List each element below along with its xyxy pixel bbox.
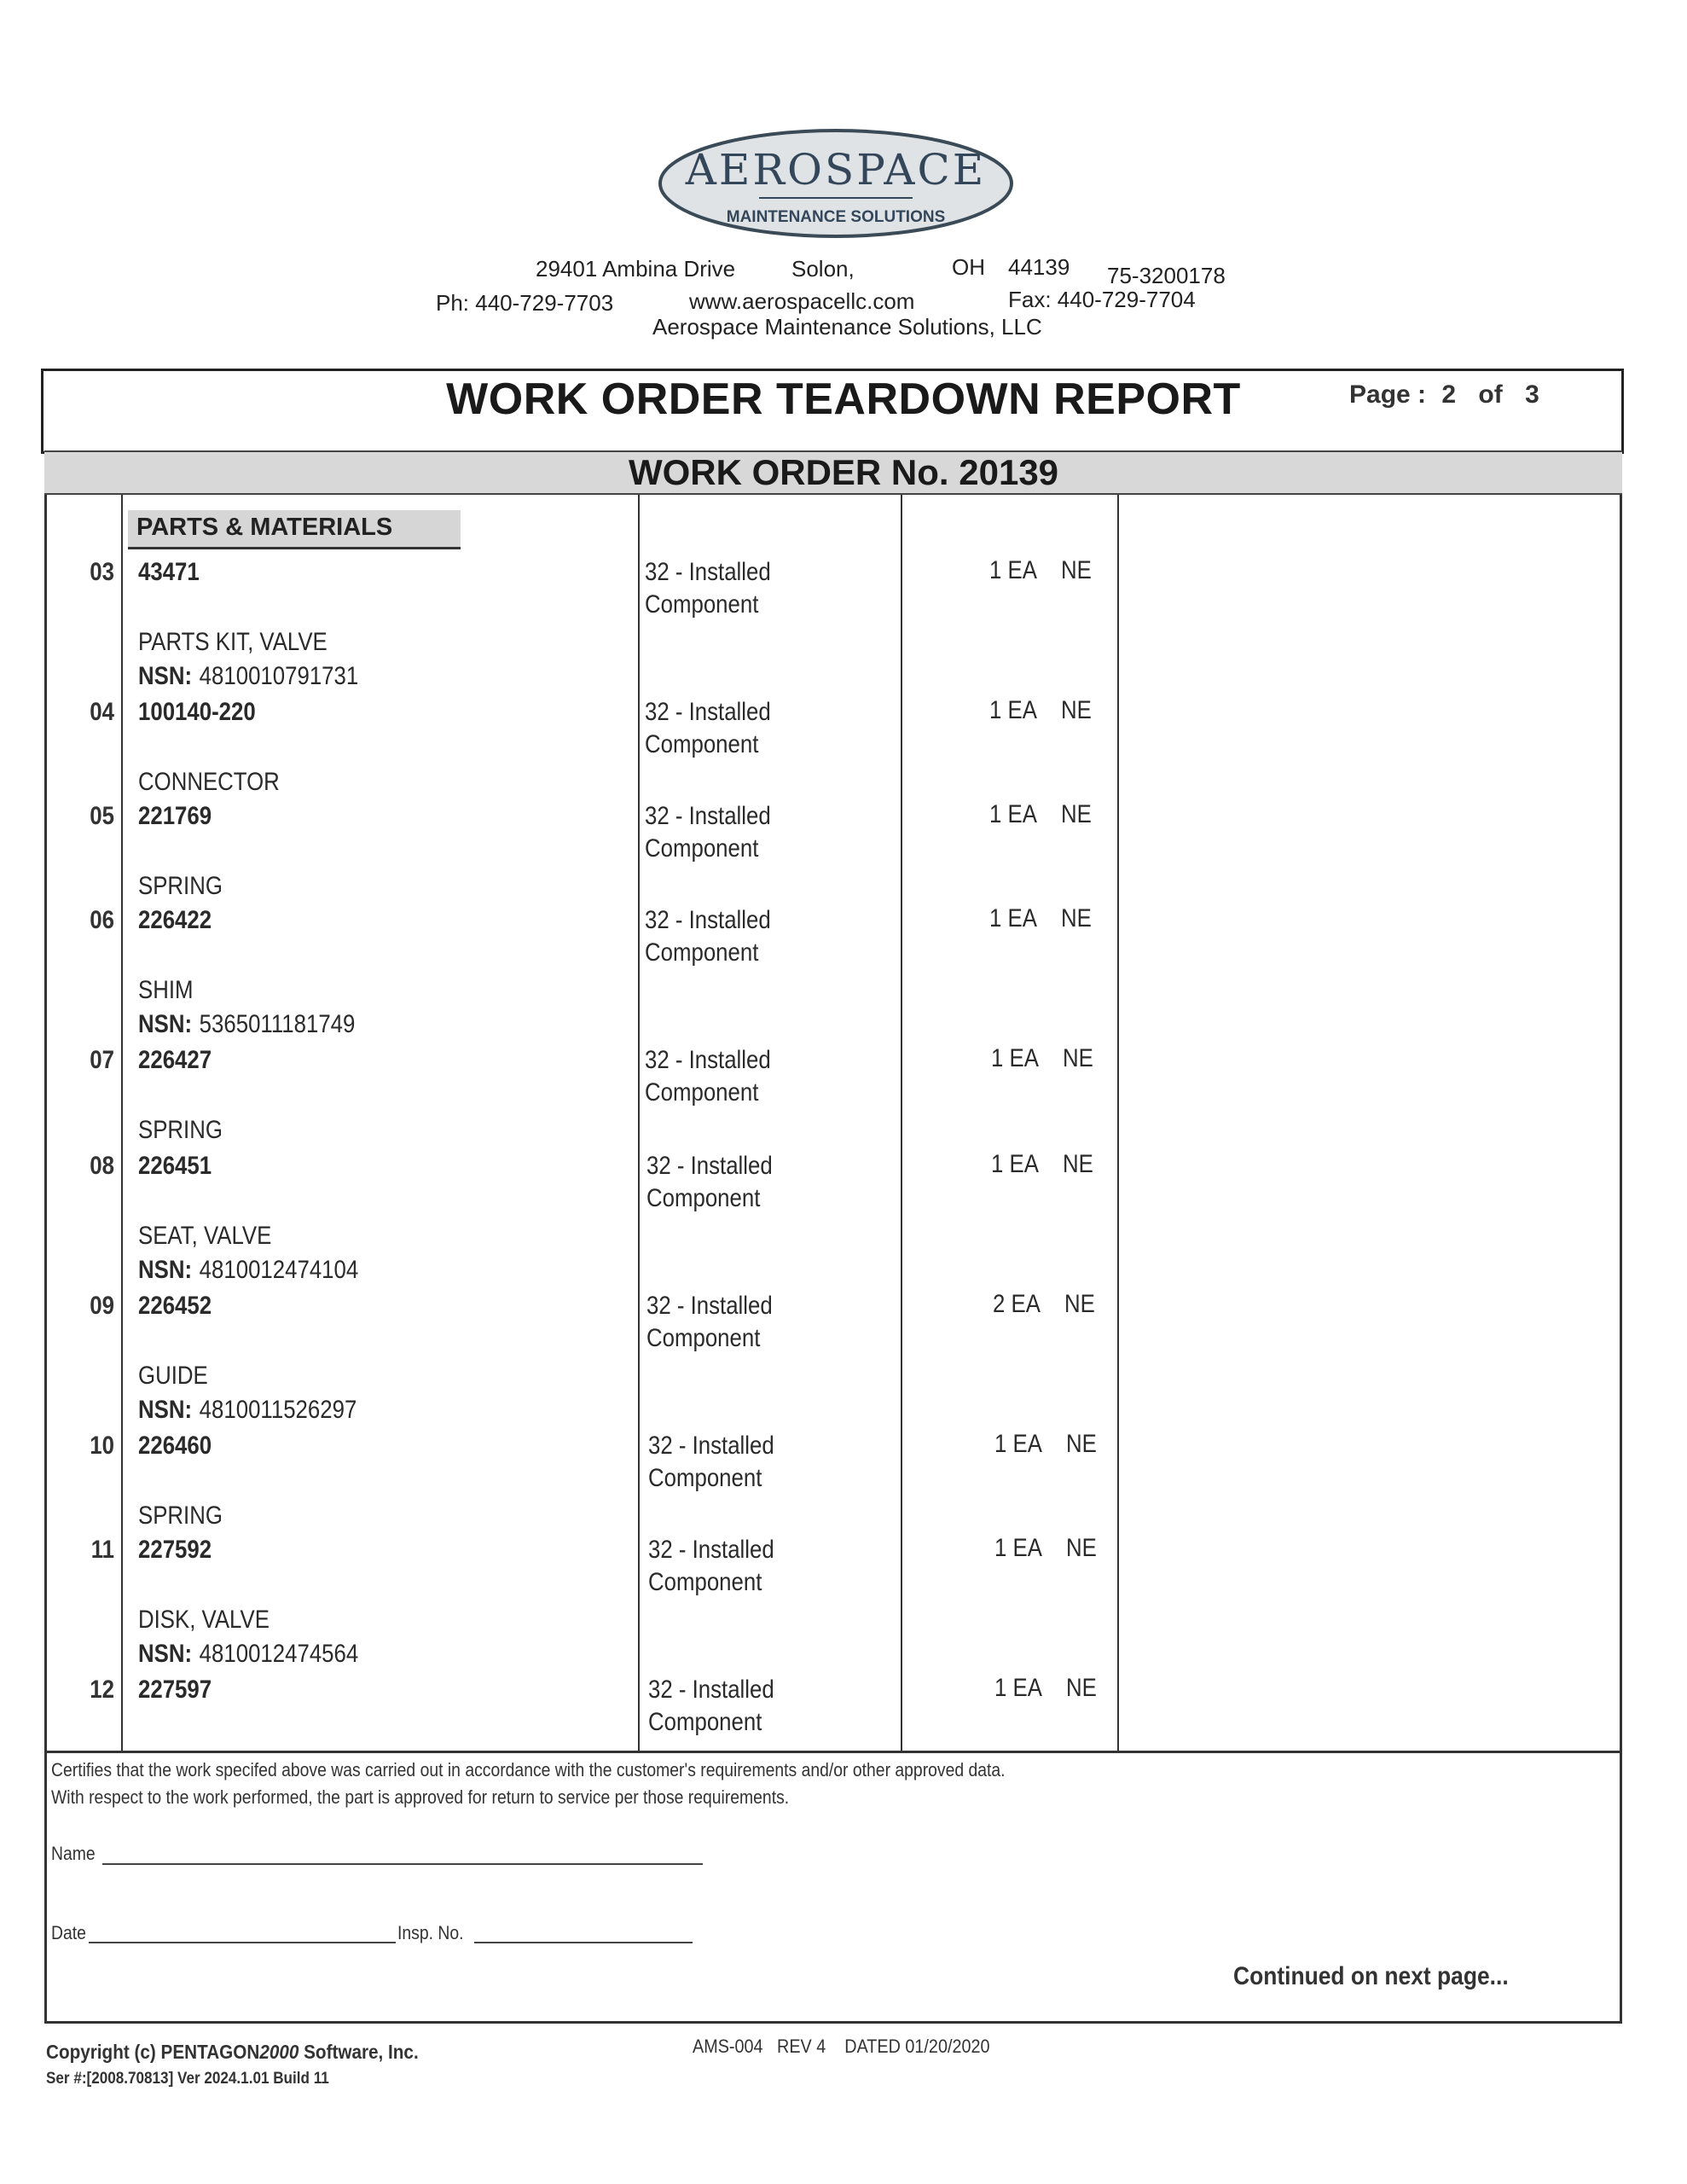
serial-number: Ser #:[2008.70813] Ver 2024.1.01 Build 11: [46, 2070, 329, 2088]
nsn-value: 4810010791731: [199, 662, 359, 690]
nsn-value: 4810012474104: [199, 1256, 359, 1284]
part-number: 226452: [138, 1292, 212, 1320]
nsn-label: NSN:: [138, 1010, 193, 1038]
condition-code: 32 - Installed: [646, 1292, 773, 1320]
continued-note: Continued on next page...: [1233, 1962, 1509, 1990]
nsn-value: 4810012474564: [199, 1640, 359, 1668]
nsn-label: NSN:: [138, 1640, 193, 1668]
part-description: SEAT, VALVE: [138, 1222, 272, 1250]
section-title: PARTS & MATERIALS: [128, 510, 461, 549]
condition-code: 32 - Installed: [648, 1432, 774, 1460]
part-number: 226422: [138, 906, 212, 934]
part-number: 227597: [138, 1676, 212, 1704]
part-number: 227592: [138, 1536, 212, 1564]
address-state: OH: [952, 254, 985, 280]
insp-no-label: Insp. No.: [397, 1922, 464, 1943]
page-indicator: [1349, 380, 1539, 410]
page-of: of: [1478, 380, 1503, 409]
part-number: 43471: [138, 558, 200, 586]
company-logo: [657, 126, 1015, 241]
line-number: 04: [90, 698, 114, 726]
name-label: Name: [51, 1843, 96, 1864]
name-signature-line[interactable]: [102, 1863, 703, 1865]
condition-tag: NE: [1061, 904, 1092, 932]
part-number: 100140-220: [138, 698, 256, 726]
address-street: 29401 Ambina Drive: [536, 256, 736, 282]
logo-subtitle: MAINTENANCE SOLUTIONS: [726, 208, 946, 226]
part-number: 226427: [138, 1046, 212, 1074]
condition-code: 32 - Installed: [645, 698, 771, 726]
line-number: 09: [90, 1292, 114, 1320]
quantity: 1 EA: [989, 556, 1037, 584]
condition-tag: NE: [1061, 556, 1092, 584]
part-description: SHIM: [138, 976, 194, 1004]
nsn: [138, 1256, 358, 1285]
certification-text-1: Certifies that the work specifed above was carried out in accordance with the customer's requirements and/or other approved data.: [51, 1759, 1006, 1780]
part-description: SPRING: [138, 872, 223, 900]
condition-code: 32 - Installed: [645, 802, 771, 830]
condition-tag: NE: [1063, 1150, 1093, 1178]
condition-code-detail: Component: [645, 730, 759, 758]
nsn-label: NSN:: [138, 1396, 193, 1424]
condition-code-detail: Component: [646, 1324, 761, 1352]
quantity: 1 EA: [991, 1044, 1039, 1072]
condition-code-detail: Component: [645, 590, 759, 619]
part-description: GUIDE: [138, 1362, 208, 1390]
condition-code-detail: Component: [645, 938, 759, 967]
column-divider: [121, 495, 123, 1752]
condition-code: 32 - Installed: [648, 1536, 774, 1564]
quantity: 1 EA: [994, 1674, 1042, 1702]
condition-code: 32 - Installed: [646, 1152, 773, 1180]
quantity: 2 EA: [993, 1290, 1041, 1318]
certification-text-2: With respect to the work performed, the part is approved for return to service per those requirements.: [51, 1786, 790, 1808]
quantity: 1 EA: [994, 1534, 1042, 1562]
address-zip: 44139: [1008, 254, 1070, 280]
quantity: 1 EA: [989, 800, 1037, 828]
website-link[interactable]: www.aerospacellc.com: [689, 288, 915, 314]
quantity: 1 EA: [991, 1150, 1039, 1178]
phone: Ph: 440-729-7703: [436, 290, 614, 316]
copyright-end: Software, Inc.: [299, 2041, 419, 2063]
condition-tag: NE: [1061, 696, 1092, 724]
nsn: [138, 1010, 355, 1039]
condition-tag: NE: [1066, 1430, 1097, 1458]
condition-tag: NE: [1061, 800, 1092, 828]
line-number: 12: [90, 1676, 114, 1704]
fax: Fax: 440-729-7704: [1008, 287, 1196, 312]
report-title: WORK ORDER TEARDOWN REPORT: [446, 375, 1241, 424]
part-number: 226460: [138, 1432, 212, 1460]
company-name: Aerospace Maintenance Solutions, LLC: [652, 314, 1042, 340]
line-number: 11: [90, 1536, 114, 1564]
column-divider: [638, 495, 640, 1752]
copyright: [46, 2041, 419, 2064]
condition-code: 32 - Installed: [645, 1046, 771, 1074]
page-label: Page :: [1349, 380, 1427, 409]
condition-code: 32 - Installed: [645, 906, 771, 934]
page-total: 3: [1525, 380, 1539, 409]
date-label: Date: [51, 1922, 86, 1943]
part-description: CONNECTOR: [138, 768, 280, 796]
part-number: 226451: [138, 1152, 212, 1180]
condition-tag: NE: [1066, 1534, 1097, 1562]
address-city: Solon,: [791, 256, 855, 282]
nsn: [138, 662, 358, 691]
nsn: [138, 1396, 357, 1425]
condition-code-detail: Component: [645, 1078, 759, 1107]
nsn-value: 4810011526297: [199, 1396, 357, 1424]
line-number: 07: [90, 1046, 114, 1074]
column-divider: [1117, 495, 1119, 1752]
condition-code-detail: Component: [645, 834, 759, 863]
line-number: 06: [90, 906, 114, 934]
part-description: SPRING: [138, 1502, 223, 1530]
part-number: 221769: [138, 802, 212, 830]
copyright-text: Copyright (c) PENTAGON: [46, 2041, 260, 2063]
insp-no-line[interactable]: [474, 1942, 693, 1943]
nsn-label: NSN:: [138, 662, 193, 690]
condition-tag: NE: [1066, 1674, 1097, 1702]
condition-code-detail: Component: [648, 1568, 762, 1596]
nsn: [138, 1640, 358, 1669]
condition-code-detail: Component: [648, 1708, 762, 1736]
work-order-number: WORK ORDER No. 20139: [628, 452, 1059, 492]
condition-code: 32 - Installed: [648, 1676, 774, 1704]
date-line[interactable]: [89, 1942, 396, 1943]
logo-wordmark: AEROSPACE: [685, 145, 987, 195]
quantity: 1 EA: [989, 696, 1037, 724]
condition-code-detail: Component: [648, 1464, 762, 1492]
condition-tag: NE: [1064, 1290, 1095, 1318]
line-number: 08: [90, 1152, 114, 1180]
condition-tag: NE: [1063, 1044, 1093, 1072]
part-description: SPRING: [138, 1116, 223, 1144]
quantity: 1 EA: [989, 904, 1037, 932]
nsn-label: NSN:: [138, 1256, 193, 1284]
line-number: 05: [90, 802, 114, 830]
form-revision: AMS-004 REV 4 DATED 01/20/2020: [693, 2036, 990, 2057]
quantity: 1 EA: [994, 1430, 1042, 1458]
line-number: 03: [90, 558, 114, 586]
line-number: 10: [90, 1432, 114, 1460]
column-divider: [901, 495, 902, 1752]
condition-code-detail: Component: [646, 1184, 761, 1212]
page-current: 2: [1441, 380, 1457, 409]
copyright-brand: 2000: [259, 2041, 299, 2063]
tax-id: 75-3200178: [1107, 263, 1226, 288]
part-description: PARTS KIT, VALVE: [138, 628, 328, 656]
part-description: DISK, VALVE: [138, 1606, 270, 1634]
nsn-value: 5365011181749: [199, 1010, 356, 1038]
condition-code: 32 - Installed: [645, 558, 771, 586]
